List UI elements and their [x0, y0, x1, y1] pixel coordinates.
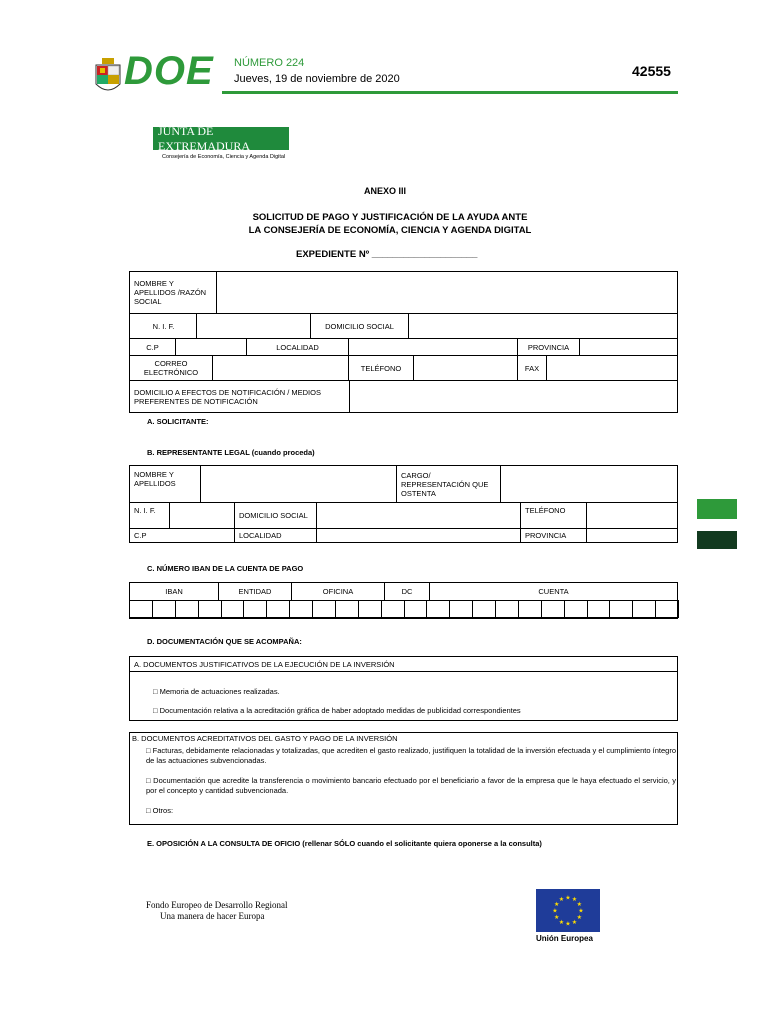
- label-correo: CORREO ELECTRÓNICO: [129, 355, 213, 381]
- iban-digit-cell[interactable]: [243, 600, 267, 618]
- iban-header-iban: IBAN: [129, 582, 219, 601]
- iban-digit-cell[interactable]: [266, 600, 290, 618]
- input-fax[interactable]: [546, 355, 678, 381]
- iban-header-oficina: OFICINA: [291, 582, 385, 601]
- eu-star: ★: [578, 908, 584, 915]
- eu-star: ★: [576, 902, 582, 908]
- form-title-line1: SOLICITUD DE PAGO Y JUSTIFICACIÓN DE LA AYUDA ANTE: [252, 212, 528, 223]
- iban-digit-cell[interactable]: [381, 600, 405, 618]
- iban-digit-cell[interactable]: [152, 600, 176, 618]
- label-cp: C.P: [129, 338, 176, 356]
- input-rep-nif[interactable]: [169, 502, 235, 529]
- issue-date: Jueves, 19 de noviembre de 2020: [234, 73, 400, 85]
- eu-label: Unión Europea: [536, 934, 593, 943]
- eu-flag: [536, 889, 600, 932]
- input-nombre[interactable]: [216, 271, 678, 314]
- iban-digit-cell[interactable]: [632, 600, 656, 618]
- section-b-label: B. REPRESENTANTE LEGAL (cuando proceda): [147, 448, 315, 457]
- fund-line1: Fondo Europeo de Desarrollo Regional: [146, 900, 288, 910]
- section-a-label: A. SOLICITANTE:: [147, 417, 209, 426]
- doc-a-item-publicidad[interactable]: □ Documentación relativa a la acreditación gráfica de haber adoptado medidas de publicidad correspondientes: [153, 706, 521, 715]
- label-nombre: NOMBRE Y APELLIDOS /RAZÓN SOCIAL: [129, 271, 217, 314]
- label-rep-provincia: PROVINCIA: [520, 528, 587, 543]
- eu-star: ★: [558, 919, 565, 926]
- iban-digit-cell[interactable]: [609, 600, 633, 618]
- iban-digit-cell[interactable]: [129, 600, 153, 618]
- iban-digit-cell[interactable]: [175, 600, 199, 618]
- eu-star: ★: [571, 919, 578, 926]
- side-tab-green: [697, 499, 737, 519]
- iban-header-cuenta: CUENTA: [429, 582, 678, 601]
- iban-digit-cell[interactable]: [335, 600, 359, 618]
- label-rep-cp: C.P: [129, 528, 235, 543]
- doe-logo: DOE: [124, 49, 214, 93]
- coat-of-arms: [94, 58, 122, 96]
- label-nif: N. I. F.: [129, 313, 197, 339]
- expediente-field[interactable]: EXPEDIENTE Nº ____________________: [296, 249, 478, 260]
- doc-a-title-border: [129, 671, 678, 672]
- iban-digit-cell[interactable]: [655, 600, 679, 618]
- doc-a-title: A. DOCUMENTOS JUSTIFICATIVOS DE LA EJECUCIÓN DE LA INVERSIÓN: [134, 660, 395, 669]
- input-rep-domicilio[interactable]: [316, 502, 521, 529]
- label-rep-cargo: CARGO/ REPRESENTACIÓN QUE OSTENTA: [396, 465, 501, 503]
- eu-star: ★: [558, 897, 565, 904]
- label-rep-nif: N. I. F.: [129, 502, 170, 529]
- input-localidad[interactable]: [348, 338, 518, 356]
- iban-digit-cell[interactable]: [449, 600, 473, 618]
- label-fax: FAX: [517, 355, 547, 381]
- page-number: 42555: [632, 63, 671, 79]
- eu-star: ★: [565, 895, 571, 902]
- input-domicilio[interactable]: [408, 313, 678, 339]
- input-correo[interactable]: [212, 355, 349, 381]
- iban-digit-cell[interactable]: [587, 600, 611, 618]
- iban-digit-cell[interactable]: [495, 600, 519, 618]
- iban-header-dc: DC: [384, 582, 430, 601]
- doc-b-item-otros[interactable]: □ Otros:: [146, 806, 174, 815]
- input-nif[interactable]: [196, 313, 311, 339]
- iban-digit-cell[interactable]: [472, 600, 496, 618]
- label-rep-telefono: TELÉFONO: [520, 502, 587, 529]
- input-provincia[interactable]: [579, 338, 678, 356]
- input-rep-provincia[interactable]: [586, 528, 678, 543]
- section-d-label: D. DOCUMENTACIÓN QUE SE ACOMPAÑA:: [147, 637, 302, 646]
- input-notificacion[interactable]: [349, 380, 678, 413]
- iban-digit-cell[interactable]: [426, 600, 450, 618]
- label-rep-domicilio: DOMICILIO SOCIAL: [234, 502, 317, 529]
- issue-number: NÚMERO 224: [234, 57, 305, 69]
- label-notificacion: DOMICILIO A EFECTOS DE NOTIFICACIÓN / MEDIOS PREFERENTES DE NOTIFICACIÓN: [129, 380, 350, 413]
- input-telefono[interactable]: [413, 355, 518, 381]
- eu-star: ★: [554, 915, 560, 921]
- iban-digit-cell[interactable]: [198, 600, 222, 618]
- eu-star: ★: [576, 915, 582, 921]
- doc-a-item-memoria[interactable]: □ Memoria de actuaciones realizadas.: [153, 687, 280, 696]
- side-tab-dark: [697, 531, 737, 549]
- input-rep-nombre[interactable]: [200, 465, 397, 503]
- iban-digit-cell[interactable]: [541, 600, 565, 618]
- label-telefono: TELÉFONO: [348, 355, 414, 381]
- input-cp[interactable]: [175, 338, 247, 356]
- fund-line2: Una manera de hacer Europa: [160, 911, 265, 921]
- iban-digit-cell[interactable]: [312, 600, 336, 618]
- form-title-line2: LA CONSEJERÍA DE ECONOMÍA, CIENCIA Y AGENDA DIGITAL: [248, 225, 532, 236]
- iban-header-entidad: ENTIDAD: [218, 582, 292, 601]
- iban-digit-cell[interactable]: [518, 600, 542, 618]
- iban-digit-cell[interactable]: [289, 600, 313, 618]
- junta-department: Consejería de Economía, Ciencia y Agenda Digital: [162, 154, 286, 160]
- section-c-label: C. NÚMERO IBAN DE LA CUENTA DE PAGO: [147, 564, 304, 573]
- label-rep-nombre: NOMBRE Y APELLIDOS: [129, 465, 201, 503]
- input-rep-telefono[interactable]: [586, 502, 678, 529]
- eu-star: ★: [565, 921, 571, 928]
- label-rep-localidad: LOCALIDAD: [234, 528, 317, 543]
- doc-b-item-transferencia[interactable]: □ Documentación que acredite la transferencia o movimiento bancario efectuado por el beneficiario a favor de la empresa que le haya efectuado el servicio, y por el concepto y cantidad subvencionada.: [146, 776, 676, 795]
- iban-digit-cell[interactable]: [404, 600, 428, 618]
- iban-digit-cell[interactable]: [564, 600, 588, 618]
- header-divider: [222, 91, 678, 94]
- doc-b-item-facturas[interactable]: □ Facturas, debidamente relacionadas y totalizadas, que acrediten el gasto realizado, justifiquen la totalidad de la inversión efectuada y el cumplimiento íntegro de las actuaciones subvencionadas.: [146, 746, 676, 765]
- iban-digit-cell[interactable]: [221, 600, 245, 618]
- input-rep-localidad[interactable]: [316, 528, 521, 543]
- eu-star: ★: [552, 908, 558, 915]
- eu-star: ★: [554, 902, 560, 908]
- label-domicilio: DOMICILIO SOCIAL: [310, 313, 409, 339]
- iban-digit-cell[interactable]: [358, 600, 382, 618]
- junta-logo: JUNTA DE EXTREMADURA: [153, 127, 289, 150]
- label-provincia: PROVINCIA: [517, 338, 580, 356]
- label-localidad: LOCALIDAD: [246, 338, 349, 356]
- annex-title: ANEXO III: [363, 186, 406, 196]
- input-rep-cargo[interactable]: [500, 465, 678, 503]
- section-e-label: E. OPOSICIÓN A LA CONSULTA DE OFICIO (rellenar SÓLO cuando el solicitante quiera oponerse a la consulta): [147, 839, 542, 848]
- doc-b-title: B. DOCUMENTOS ACREDITATIVOS DEL GASTO Y PAGO DE LA INVERSIÓN: [132, 734, 398, 743]
- eu-star: ★: [571, 897, 578, 904]
